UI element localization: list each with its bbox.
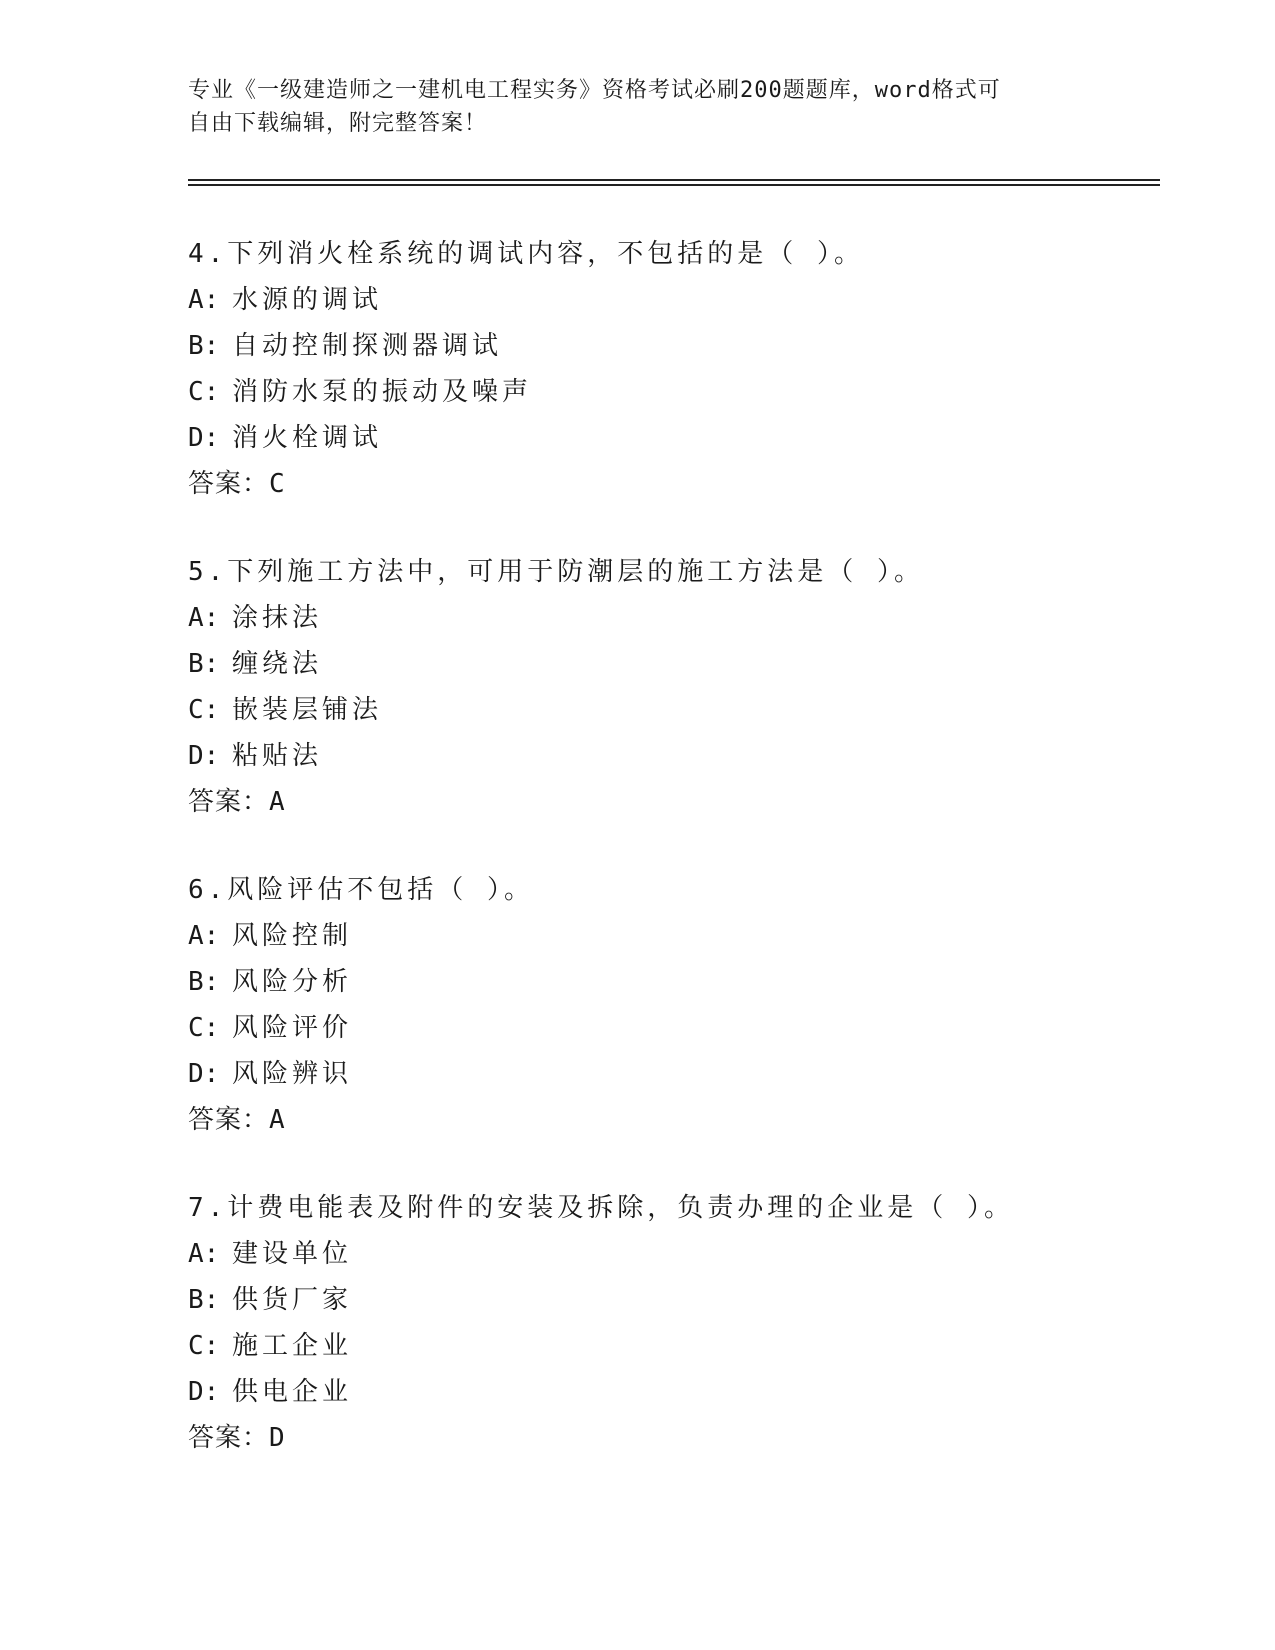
- question-block: [188, 231, 1160, 507]
- option-letter: D:: [188, 1059, 220, 1089]
- question-stem: 4.下列消火栓系统的调试内容，不包括的是（ ）。: [188, 239, 864, 269]
- answer-line: [188, 779, 1160, 825]
- option-letter: C:: [188, 695, 220, 725]
- question-stem: 6.风险评估不包括（ ）。: [188, 875, 534, 905]
- header-divider-top: [188, 179, 1160, 181]
- option-d: [188, 733, 1160, 779]
- option-letter: B:: [188, 649, 220, 679]
- option-text: 嵌装层铺法: [232, 695, 383, 725]
- option-text: 风险控制: [232, 921, 353, 951]
- option-d: [188, 415, 1160, 461]
- option-c: [188, 369, 1160, 415]
- option-letter: D:: [188, 1377, 220, 1407]
- option-a: [188, 595, 1160, 641]
- option-a: [188, 277, 1160, 323]
- option-letter: C:: [188, 377, 220, 407]
- answer-label: 答案：: [188, 1105, 270, 1135]
- option-b: [188, 959, 1160, 1005]
- option-d: [188, 1369, 1160, 1415]
- option-text: 风险评价: [232, 1013, 353, 1043]
- option-letter: B:: [188, 967, 220, 997]
- question-stem: 5.下列施工方法中，可用于防潮层的施工方法是（ ）。: [188, 557, 924, 587]
- answer-label: 答案：: [188, 469, 270, 499]
- option-text: 水源的调试: [232, 285, 383, 315]
- option-a: [188, 1231, 1160, 1277]
- option-text: 缠绕法: [232, 649, 323, 679]
- answer-line: [188, 1415, 1160, 1461]
- option-c: [188, 1323, 1160, 1369]
- option-b: [188, 1277, 1160, 1323]
- answer-value: D: [269, 1423, 286, 1453]
- option-c: [188, 687, 1160, 733]
- option-a: [188, 913, 1160, 959]
- option-c: [188, 1005, 1160, 1051]
- option-text: 供货厂家: [232, 1285, 353, 1315]
- answer-value: A: [269, 1105, 286, 1135]
- header-line-2: 自由下载编辑，附完整答案！: [188, 111, 488, 136]
- option-letter: B:: [188, 331, 220, 361]
- answer-line: [188, 1097, 1160, 1143]
- option-text: 粘贴法: [232, 741, 323, 771]
- option-letter: A:: [188, 285, 220, 315]
- question-stem: 7.计费电能表及附件的安装及拆除，负责办理的企业是（ ）。: [188, 1193, 1014, 1223]
- option-text: 消火栓调试: [232, 423, 383, 453]
- option-text: 涂抹法: [232, 603, 323, 633]
- answer-value: C: [269, 469, 286, 499]
- option-text: 风险辨识: [232, 1059, 353, 1089]
- option-letter: A:: [188, 921, 220, 951]
- option-text: 施工企业: [232, 1331, 353, 1361]
- option-b: [188, 641, 1160, 687]
- option-letter: B:: [188, 1285, 220, 1315]
- header-divider-bottom: [188, 184, 1160, 186]
- option-text: 建设单位: [232, 1239, 353, 1269]
- question-block: [188, 549, 1160, 825]
- option-letter: D:: [188, 423, 220, 453]
- answer-label: 答案：: [188, 787, 270, 817]
- header-line-1: 专业《一级建造师之一建机电工程实务》资格考试必刷200题题库，word格式可: [188, 78, 1001, 103]
- option-letter: D:: [188, 741, 220, 771]
- option-text: 消防水泵的振动及噪声: [232, 377, 533, 407]
- answer-value: A: [269, 787, 286, 817]
- question-block: [188, 867, 1160, 1143]
- option-text: 供电企业: [232, 1377, 353, 1407]
- answer-line: [188, 461, 1160, 507]
- option-letter: C:: [188, 1331, 220, 1361]
- option-letter: C:: [188, 1013, 220, 1043]
- option-text: 自动控制探测器调试: [232, 331, 503, 361]
- document-header: [188, 74, 1088, 140]
- answer-label: 答案：: [188, 1423, 270, 1453]
- option-text: 风险分析: [232, 967, 353, 997]
- option-letter: A:: [188, 603, 220, 633]
- question-block: [188, 1185, 1160, 1461]
- option-letter: A:: [188, 1239, 220, 1269]
- option-d: [188, 1051, 1160, 1097]
- option-b: [188, 323, 1160, 369]
